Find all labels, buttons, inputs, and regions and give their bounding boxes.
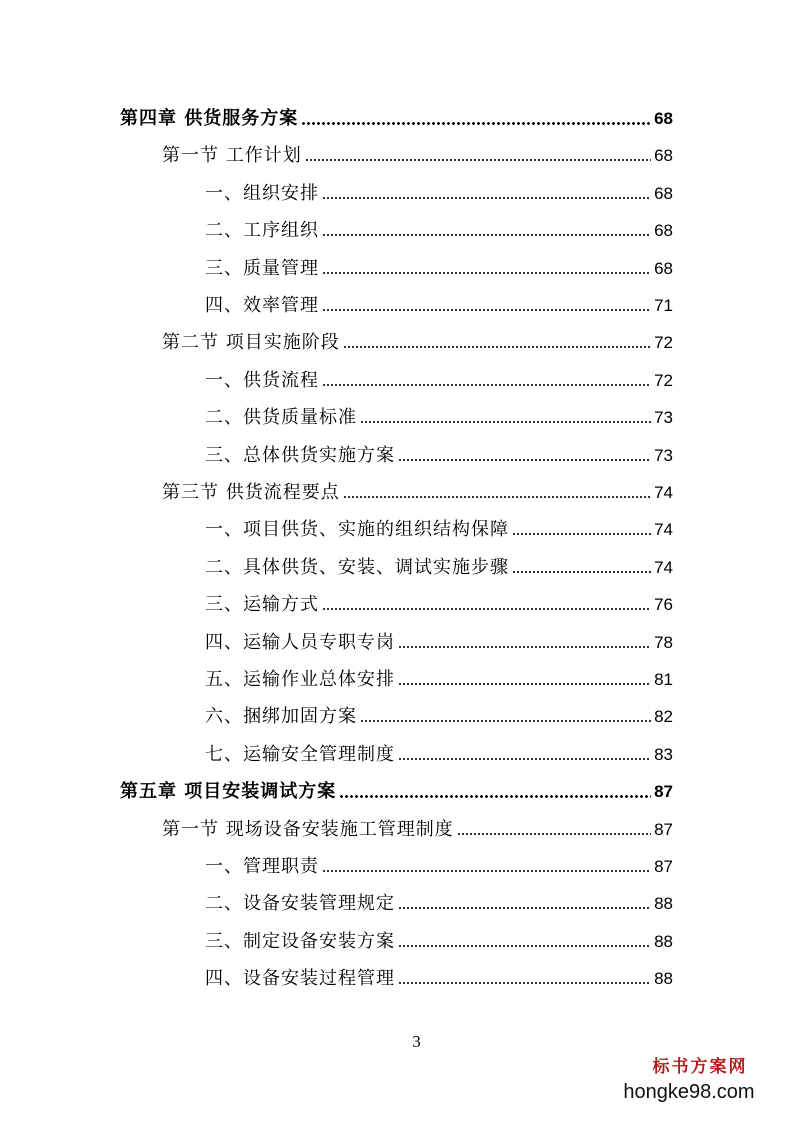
toc-entry[interactable] (0, 254, 793, 284)
toc-entry[interactable] (0, 403, 793, 433)
toc-entry[interactable] (0, 702, 793, 732)
toc-entry-page: 88 (654, 894, 673, 914)
toc-entry-title: 二、具体供货、安装、调试实施步骤 (205, 556, 509, 578)
toc-entry[interactable] (0, 927, 793, 957)
toc-entry-page: 83 (654, 744, 673, 764)
dot-leader (343, 346, 651, 348)
toc-entry-title: 三、运输方式 (205, 594, 319, 616)
dot-leader (339, 795, 651, 798)
toc-entry[interactable] (0, 179, 793, 209)
toc-entry[interactable] (0, 553, 793, 583)
toc-entry-title: 第一节 现场设备安装施工管理制度 (162, 818, 454, 840)
dot-leader (301, 122, 651, 125)
dot-leader (398, 907, 651, 909)
toc-entry[interactable] (0, 665, 793, 695)
toc-entry-page: 73 (654, 408, 673, 428)
toc-entry-title: 第三节 供货流程要点 (162, 482, 340, 503)
toc-entry-page: 78 (654, 632, 673, 652)
dot-leader (343, 496, 651, 498)
dot-leader (322, 197, 651, 199)
toc-entry-page: 68 (654, 258, 673, 278)
toc-entry[interactable] (0, 478, 793, 508)
toc-entry-title: 六、捆绑加固方案 (205, 706, 357, 728)
toc-entry-page: 73 (654, 445, 673, 465)
toc-entry-title: 第四章 供货服务方案 (120, 108, 299, 129)
toc-entry[interactable] (0, 628, 793, 658)
dot-leader (398, 459, 651, 461)
dot-leader (398, 945, 651, 947)
watermark-text-en: hongke98.com (623, 1081, 755, 1103)
toc-entry-title: 四、效率管理 (205, 295, 319, 316)
toc-entry[interactable] (0, 740, 793, 770)
toc-entry[interactable] (0, 964, 793, 994)
toc-entry-title: 四、设备安装过程管理 (205, 968, 395, 990)
toc-entry-page: 88 (654, 931, 673, 951)
dot-leader (360, 720, 651, 722)
toc-entry-title: 第二节 项目实施阶段 (162, 332, 340, 354)
toc-entry[interactable] (0, 441, 793, 471)
dot-leader (322, 384, 651, 386)
toc-entry[interactable] (0, 104, 793, 134)
toc-entry-page: 87 (654, 857, 673, 876)
toc-entry-title: 五、运输作业总体安排 (205, 669, 395, 690)
toc-entry-title: 三、质量管理 (205, 257, 319, 279)
toc-entry[interactable] (0, 141, 793, 171)
toc-entry-title: 一、供货流程 (205, 369, 319, 391)
toc-entry-page: 87 (654, 819, 673, 839)
toc-entry-page: 76 (654, 595, 673, 615)
toc-entry[interactable] (0, 366, 793, 396)
dot-leader (305, 159, 651, 161)
toc-entry-page: 68 (654, 183, 673, 203)
dot-leader (322, 608, 651, 610)
toc-entry[interactable] (0, 590, 793, 620)
toc-entry-page: 74 (654, 557, 673, 577)
watermark-text-cn: 标书方案网 (652, 1057, 748, 1077)
toc-entry-page: 72 (654, 370, 673, 390)
toc-entry-page: 68 (654, 109, 673, 128)
dot-leader (322, 309, 651, 311)
toc-entry-page: 68 (654, 146, 673, 166)
toc-entry[interactable] (0, 515, 793, 545)
toc-entry-title: 四、运输人员专职专岗 (205, 631, 395, 653)
toc-entry[interactable] (0, 889, 793, 919)
toc-entry-page: 72 (654, 333, 673, 353)
dot-leader (398, 758, 651, 760)
toc-entry-title: 三、制定设备安装方案 (205, 930, 395, 952)
toc-entry-title: 二、工序组织 (205, 220, 319, 242)
toc-entry-title: 一、项目供货、实施的组织结构保障 (205, 519, 509, 541)
toc-entry[interactable] (0, 328, 793, 358)
dot-leader (512, 533, 651, 535)
toc-entry-title: 二、供货质量标准 (205, 407, 357, 429)
toc-entry-page: 87 (654, 782, 673, 802)
toc-entry-title: 三、总体供货实施方案 (205, 444, 395, 466)
toc-entry[interactable] (0, 216, 793, 246)
dot-leader (457, 833, 651, 835)
toc-entry[interactable] (0, 815, 793, 845)
toc-entry-title: 第五章 项目安装调试方案 (120, 781, 337, 803)
toc-entry-title: 一、组织安排 (205, 182, 319, 204)
toc-entry[interactable] (0, 291, 793, 321)
toc-entry-page: 82 (654, 707, 673, 727)
toc-entry-title: 第一节 工作计划 (162, 145, 302, 167)
toc-entry-page: 74 (654, 483, 673, 502)
toc-entry-page: 81 (654, 670, 673, 689)
dot-leader (398, 982, 651, 984)
toc-entry-page: 68 (654, 221, 673, 241)
dot-leader (322, 272, 651, 274)
toc-entry[interactable] (0, 777, 793, 807)
dot-leader (322, 870, 651, 872)
toc-entry-page: 71 (654, 296, 673, 315)
toc-entry-title: 一、管理职责 (205, 856, 319, 877)
dot-leader (398, 646, 651, 648)
dot-leader (398, 683, 651, 685)
dot-leader (322, 234, 651, 236)
toc-entry-title: 二、设备安装管理规定 (205, 893, 395, 915)
toc-entry[interactable] (0, 852, 793, 882)
dot-leader (360, 421, 651, 423)
page-number: 3 (412, 1032, 421, 1051)
toc-entry-title: 七、运输安全管理制度 (205, 743, 395, 765)
toc-entry-page: 88 (654, 969, 673, 989)
watermark-logo (599, 1054, 779, 1114)
dot-leader (512, 571, 651, 573)
toc-entry-page: 74 (654, 520, 673, 540)
